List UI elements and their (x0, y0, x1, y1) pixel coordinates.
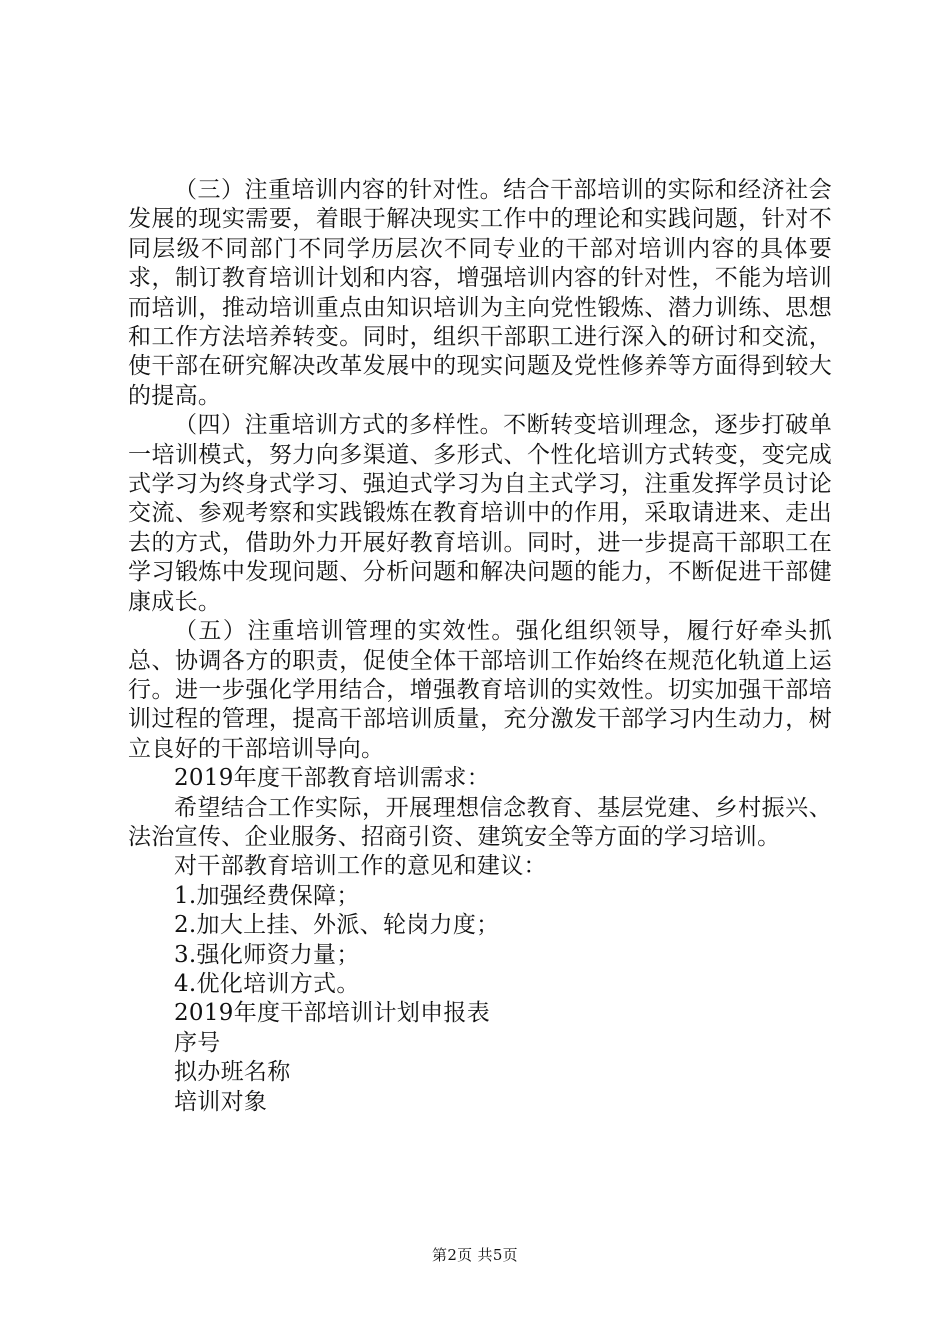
page-footer: 第2页 共5页 (432, 1246, 518, 1264)
suggestion-item: 1.加强经费保障； (174, 882, 360, 909)
paragraph-three: （三）注重培训内容的针对性。结合干部培训的实际和经济社会发展的现实需要，着眼于解决现实工作中的理论和实践问题，针对不同层级不同部门不同学历层次不同专业的干部对培训内容的具体要求，制订教育培训计划和内容，增强培训内容的针对性，不能为培训而培训，推动培训重点由知识培训为主向党性锻炼、潜力训练、思想和工作方法培养转变。同时，组织干部职工进行深入的研讨和交流，使干部在研究解决改革发展中的现实问题及党性修养等方面得到较大的提高。 (128, 177, 832, 409)
needs-text: 希望结合工作实际，开展理想信念教育、基层党建、乡村振兴、法治宣传、企业服务、招商引资、建筑安全等方面的学习培训。 (128, 794, 832, 850)
suggestions-heading: 对干部教育培训工作的意见和建议： (174, 853, 547, 880)
paragraph-five: （五）注重培训管理的实效性。强化组织领导，履行好牵头抓总、协调各方的职责，促使全体干部培训工作始终在规范化轨道上运行。进一步强化学用结合，增强教育培训的实效性。切实加强干部培训过程的管理，提高干部培训质量，充分激发干部学习内生动力，树立良好的干部培训导向。 (128, 618, 832, 762)
table-field-label: 拟办班名称 (174, 1059, 291, 1086)
paragraph-four: （四）注重培训方式的多样性。不断转变培训理念，逐步打破单一培训模式，努力向多渠道、多形式、个性化培训方式转变，变完成式学习为终身式学习、强迫式学习为自主式学习，注重发挥学员讨论交流、参观考察和实践锻炼在教育培训中的作用，采取请进来、走出去的方式，借助外力开展好教育培训。同时，进一步提高干部职工在学习锻炼中发现问题、分析问题和解决问题的能力，不断促进干部健康成长。 (128, 412, 832, 615)
document-body (128, 176, 832, 1117)
suggestion-item: 4.优化培训方式。 (174, 970, 360, 997)
table-field-label: 序号 (174, 1029, 221, 1056)
table-field-label: 培训对象 (174, 1088, 268, 1115)
needs-heading: 2019年度干部教育培训需求： (174, 765, 491, 792)
suggestion-item: 3.强化师资力量； (174, 941, 360, 968)
table-title: 2019年度干部培训计划申报表 (174, 1000, 491, 1027)
suggestion-item: 2.加大上挂、外派、轮岗力度； (174, 912, 500, 939)
